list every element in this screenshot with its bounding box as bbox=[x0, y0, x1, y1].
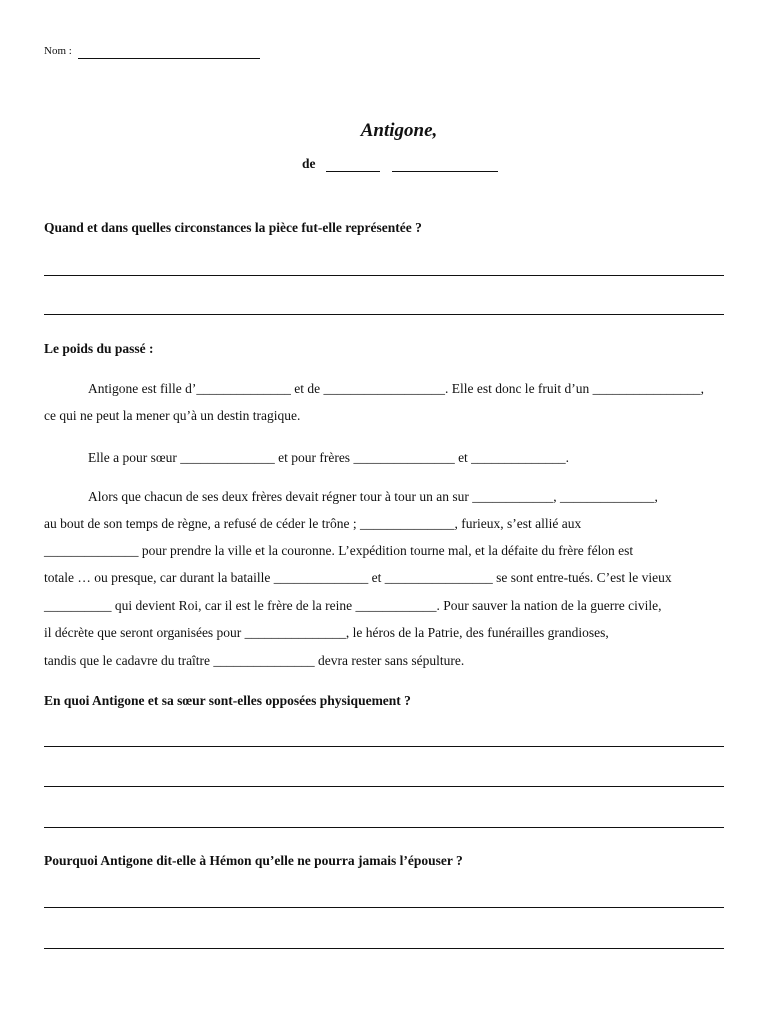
paragraph-line: au bout de son temps de règne, a refusé de céder le trône ; ______________, furieux, s’est allié aux bbox=[44, 516, 582, 531]
paragraph-line: Alors que chacun de ses deux frères devait régner tour à tour un an sur ____________, ______________, bbox=[88, 489, 658, 504]
author-prefix: de bbox=[302, 156, 316, 171]
answer-line bbox=[44, 907, 724, 908]
section-heading: Le poids du passé : bbox=[44, 341, 154, 356]
paragraph-line: __________ qui devient Roi, car il est le frère de la reine ____________. Pour sauver la nation de la guerre civile, bbox=[44, 598, 662, 613]
question-3: Pourquoi Antigone dit-elle à Hémon qu’elle ne pourra jamais l’épouser ? bbox=[44, 853, 463, 868]
answer-line bbox=[44, 314, 724, 315]
author-blank-2 bbox=[392, 171, 498, 172]
name-label: Nom : bbox=[44, 45, 72, 57]
answer-line bbox=[44, 948, 724, 949]
question-1: Quand et dans quelles circonstances la pièce fut-elle représentée ? bbox=[44, 220, 422, 235]
name-field bbox=[44, 45, 72, 57]
author-blank-1 bbox=[326, 171, 380, 172]
paragraph-line: Elle a pour sœur ______________ et pour frères _______________ et ______________. bbox=[88, 450, 570, 465]
paragraph-line: ______________ pour prendre la ville et la couronne. L’expédition tourne mal, et la défaite du frère félon est bbox=[44, 543, 634, 558]
paragraph-line: ce qui ne peut la mener qu’à un destin tragique. bbox=[44, 408, 301, 423]
answer-line bbox=[44, 827, 724, 828]
paragraph-line: Antigone est fille d’______________ et de __________________. Elle est donc le fruit d’un ________________, bbox=[88, 381, 705, 396]
answer-line bbox=[44, 275, 724, 276]
answer-line bbox=[44, 746, 724, 747]
paragraph-line: totale … ou presque, car durant la bataille ______________ et ________________ se sont entre-tués. C’est le vieux bbox=[44, 570, 672, 585]
page-title: Antigone, bbox=[360, 120, 438, 141]
name-blank-line bbox=[78, 58, 260, 59]
paragraph-line: il décrète que seront organisées pour _______________, le héros de la Patrie, des funérailles grandioses, bbox=[44, 625, 609, 640]
answer-line bbox=[44, 786, 724, 787]
paragraph-line: tandis que le cadavre du traître _______________ devra rester sans sépulture. bbox=[44, 653, 465, 668]
question-2: En quoi Antigone et sa sœur sont-elles opposées physiquement ? bbox=[44, 693, 411, 708]
